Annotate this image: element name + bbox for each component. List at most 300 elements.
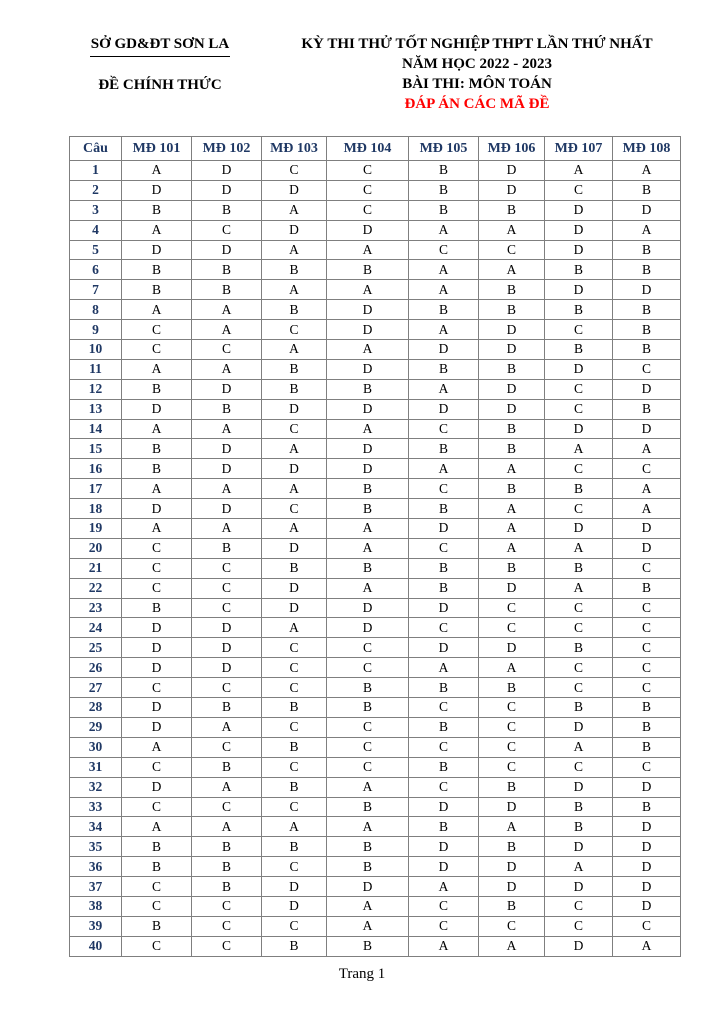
answer-cell: A [122, 220, 192, 240]
table-row [70, 916, 681, 936]
answer-cell: D [479, 797, 545, 817]
answer-cell: B [327, 558, 409, 578]
answer-cell: C [192, 737, 262, 757]
answer-cell: C [122, 896, 192, 916]
answer-cell: B [409, 717, 479, 737]
answer-cell: A [327, 896, 409, 916]
answer-cell: A [409, 220, 479, 240]
answer-cell: A [327, 817, 409, 837]
answer-cell: C [613, 678, 681, 698]
answer-rows [70, 161, 681, 957]
answer-cell: D [192, 618, 262, 638]
answer-cell: C [122, 558, 192, 578]
answer-cell: A [327, 519, 409, 539]
answer-cell: C [122, 678, 192, 698]
answer-cell: B [545, 558, 613, 578]
answer-cell: C [192, 936, 262, 956]
answer-cell: A [327, 916, 409, 936]
answer-cell: A [262, 439, 327, 459]
exam-code-header: MĐ 106 [479, 137, 545, 161]
answer-cell: A [192, 300, 262, 320]
question-number: 40 [70, 936, 122, 956]
answer-cell: C [122, 936, 192, 956]
answer-cell: A [262, 817, 327, 837]
table-row [70, 240, 681, 260]
answer-cell: C [327, 638, 409, 658]
answer-cell: B [262, 379, 327, 399]
answer-cell: C [122, 797, 192, 817]
answer-cell: D [122, 399, 192, 419]
table-row [70, 161, 681, 181]
question-number: 14 [70, 419, 122, 439]
answer-cell: B [262, 737, 327, 757]
answer-cell: D [262, 180, 327, 200]
table-row [70, 777, 681, 797]
answer-cell: A [479, 817, 545, 837]
answer-cell: C [545, 658, 613, 678]
answer-cell: C [479, 737, 545, 757]
question-number: 11 [70, 359, 122, 379]
table-row [70, 817, 681, 837]
answer-cell: B [479, 439, 545, 459]
answer-cell: A [479, 260, 545, 280]
table-row [70, 737, 681, 757]
answer-cell: A [409, 658, 479, 678]
answer-cell: C [122, 320, 192, 340]
exam-title: KỲ THI THỬ TỐT NGHIỆP THPT LẦN THỨ NHẤT [301, 36, 653, 52]
answer-cell: A [479, 519, 545, 539]
answer-cell: D [409, 857, 479, 877]
table-row [70, 797, 681, 817]
answer-cell: B [327, 379, 409, 399]
answer-cell: D [545, 936, 613, 956]
question-number: 34 [70, 817, 122, 837]
answer-cell: C [262, 678, 327, 698]
department-underline [90, 56, 230, 57]
answer-cell: D [122, 638, 192, 658]
answer-cell: C [613, 598, 681, 618]
answer-cell: A [613, 479, 681, 499]
question-number: 3 [70, 200, 122, 220]
answer-cell: D [327, 320, 409, 340]
answer-cell: D [409, 340, 479, 360]
answer-cell: A [479, 459, 545, 479]
answer-cell: D [479, 857, 545, 877]
answer-cell: A [262, 340, 327, 360]
answer-cell: B [122, 857, 192, 877]
answer-cell: A [409, 280, 479, 300]
answer-cell: B [479, 479, 545, 499]
answer-cell: D [409, 519, 479, 539]
table-row [70, 180, 681, 200]
official-label: ĐỀ CHÍNH THỨC [98, 77, 222, 93]
answer-cell: C [192, 558, 262, 578]
answer-cell: D [262, 877, 327, 897]
question-number: 35 [70, 837, 122, 857]
answer-cell: A [327, 419, 409, 439]
answer-cell: D [192, 180, 262, 200]
answer-cell: B [409, 359, 479, 379]
question-number: 24 [70, 618, 122, 638]
question-number: 38 [70, 896, 122, 916]
answer-cell: B [479, 359, 545, 379]
answer-cell: D [545, 717, 613, 737]
table-row [70, 519, 681, 539]
table-row [70, 837, 681, 857]
answer-cell: B [613, 797, 681, 817]
answer-cell: D [545, 419, 613, 439]
answer-cell: D [262, 896, 327, 916]
answer-cell: A [409, 877, 479, 897]
answer-cell: A [479, 658, 545, 678]
answer-cell: D [545, 837, 613, 857]
exam-code-header: MĐ 107 [545, 137, 613, 161]
table-row [70, 200, 681, 220]
answer-cell: D [545, 280, 613, 300]
answer-cell: D [613, 857, 681, 877]
answer-cell: C [409, 737, 479, 757]
answer-cell: D [545, 220, 613, 240]
answer-cell: A [122, 817, 192, 837]
answer-cell: D [122, 658, 192, 678]
answer-cell: B [327, 857, 409, 877]
table-row [70, 280, 681, 300]
answer-cell: D [613, 877, 681, 897]
answer-cell: B [327, 698, 409, 718]
answer-cell: B [192, 857, 262, 877]
answer-cell: B [122, 379, 192, 399]
question-number: 18 [70, 499, 122, 519]
answer-cell: D [479, 379, 545, 399]
table-row [70, 877, 681, 897]
answer-cell: C [262, 499, 327, 519]
answer-cell: D [122, 698, 192, 718]
answer-cell: A [545, 439, 613, 459]
answer-cell: C [545, 618, 613, 638]
answer-cell: C [327, 180, 409, 200]
answer-cell: D [192, 499, 262, 519]
answer-cell: B [479, 419, 545, 439]
answer-cell: D [327, 439, 409, 459]
question-number: 39 [70, 916, 122, 936]
answer-cell: C [545, 598, 613, 618]
table-row [70, 399, 681, 419]
answer-cell: D [122, 180, 192, 200]
answer-cell: B [409, 678, 479, 698]
table-row [70, 896, 681, 916]
answer-cell: D [613, 777, 681, 797]
answer-cell: B [262, 777, 327, 797]
answer-cell: A [613, 439, 681, 459]
answer-cell: C [479, 240, 545, 260]
table-row [70, 459, 681, 479]
question-number: 31 [70, 757, 122, 777]
answer-key-table [69, 136, 681, 957]
table-row [70, 359, 681, 379]
question-number: 26 [70, 658, 122, 678]
answer-cell: C [262, 419, 327, 439]
answer-cell: B [327, 936, 409, 956]
answer-cell: B [545, 479, 613, 499]
question-number: 32 [70, 777, 122, 797]
answer-cell: B [327, 260, 409, 280]
exam-code-header: MĐ 103 [262, 137, 327, 161]
answer-cell: C [192, 598, 262, 618]
answer-cell: D [613, 538, 681, 558]
answer-cell: B [192, 538, 262, 558]
answer-cell: C [545, 399, 613, 419]
answer-cell: B [613, 260, 681, 280]
answer-cell: A [613, 499, 681, 519]
answer-cell: A [262, 479, 327, 499]
answer-cell: A [192, 479, 262, 499]
answer-cell: C [613, 916, 681, 936]
answer-cell: A [545, 161, 613, 181]
answer-cell: D [262, 598, 327, 618]
answer-cell: A [545, 737, 613, 757]
answer-cell: C [192, 896, 262, 916]
answer-cell: D [409, 837, 479, 857]
answer-cell: B [613, 240, 681, 260]
answer-cell: D [613, 379, 681, 399]
answer-cell: C [409, 618, 479, 638]
answer-cell: B [262, 558, 327, 578]
answer-cell: D [479, 340, 545, 360]
answer-cell: A [613, 161, 681, 181]
answer-cell: A [262, 280, 327, 300]
table-row [70, 757, 681, 777]
answer-cell: D [479, 877, 545, 897]
answer-cell: A [262, 618, 327, 638]
answer-cell: D [262, 399, 327, 419]
answer-cell: B [479, 280, 545, 300]
answer-cell: B [409, 439, 479, 459]
table-row [70, 698, 681, 718]
question-number: 12 [70, 379, 122, 399]
answer-cell: C [545, 757, 613, 777]
answer-cell: A [545, 538, 613, 558]
answer-cell: D [479, 399, 545, 419]
table-row [70, 558, 681, 578]
answer-cell: A [192, 717, 262, 737]
answer-cell: B [479, 200, 545, 220]
answer-cell: B [409, 180, 479, 200]
answer-cell: D [613, 817, 681, 837]
answer-cell: B [192, 757, 262, 777]
answer-cell: A [327, 340, 409, 360]
answer-cell: B [479, 777, 545, 797]
answer-cell: C [192, 220, 262, 240]
answer-cell: C [479, 717, 545, 737]
answer-cell: B [409, 499, 479, 519]
answer-cell: B [192, 399, 262, 419]
answer-cell: A [262, 200, 327, 220]
answer-cell: A [327, 538, 409, 558]
answer-cell: C [327, 737, 409, 757]
answer-cell: D [192, 638, 262, 658]
answer-cell: C [479, 916, 545, 936]
answer-cell: D [479, 638, 545, 658]
question-header: Câu [70, 137, 122, 161]
answer-cell: B [327, 797, 409, 817]
answer-cell: C [327, 757, 409, 777]
answer-cell: D [479, 320, 545, 340]
answer-cell: B [262, 359, 327, 379]
answer-cell: D [192, 161, 262, 181]
question-number: 17 [70, 479, 122, 499]
answer-cell: B [545, 638, 613, 658]
answer-cell: C [545, 499, 613, 519]
question-number: 29 [70, 717, 122, 737]
answer-cell: C [192, 340, 262, 360]
answer-cell: A [192, 419, 262, 439]
answer-cell: B [409, 300, 479, 320]
answer-cell: B [613, 180, 681, 200]
answer-cell: D [327, 399, 409, 419]
answer-cell: C [327, 161, 409, 181]
question-number: 25 [70, 638, 122, 658]
answer-cell: C [262, 320, 327, 340]
exam-code-header: MĐ 108 [613, 137, 681, 161]
table-row [70, 678, 681, 698]
answer-cell: D [192, 240, 262, 260]
answer-cell: A [409, 320, 479, 340]
table-row [70, 936, 681, 956]
question-number: 7 [70, 280, 122, 300]
answer-cell: C [327, 658, 409, 678]
answer-cell: B [613, 737, 681, 757]
answer-cell: A [122, 359, 192, 379]
answer-cell: A [479, 538, 545, 558]
answer-cell: C [327, 200, 409, 220]
header-right [262, 34, 692, 114]
department-name: SỞ GD&ĐT SƠN LA [90, 36, 230, 52]
answer-cell: B [122, 439, 192, 459]
answer-cell: C [262, 161, 327, 181]
answer-cell: B [192, 877, 262, 897]
answer-cell: D [262, 578, 327, 598]
answer-cell: A [122, 479, 192, 499]
table-row [70, 857, 681, 877]
answer-cell: D [122, 240, 192, 260]
answer-cell: C [479, 757, 545, 777]
question-number: 20 [70, 538, 122, 558]
answer-cell: B [192, 260, 262, 280]
answer-key-title: ĐÁP ÁN CÁC MÃ ĐỀ [404, 96, 550, 112]
answer-cell: B [122, 200, 192, 220]
table-header-row [70, 137, 681, 161]
answer-cell: B [327, 499, 409, 519]
answer-cell: D [479, 161, 545, 181]
answer-cell: C [545, 459, 613, 479]
answer-cell: C [409, 538, 479, 558]
question-number: 13 [70, 399, 122, 419]
answer-cell: B [613, 698, 681, 718]
answer-cell: D [613, 519, 681, 539]
answer-cell: C [479, 618, 545, 638]
answer-cell: D [409, 797, 479, 817]
answer-cell: D [262, 220, 327, 240]
question-number: 4 [70, 220, 122, 240]
answer-cell: C [545, 896, 613, 916]
answer-cell: D [192, 439, 262, 459]
answer-cell: A [613, 220, 681, 240]
answer-cell: A [192, 817, 262, 837]
answer-cell: B [613, 300, 681, 320]
answer-cell: C [545, 916, 613, 936]
answer-cell: C [262, 638, 327, 658]
answer-cell: B [545, 797, 613, 817]
question-number: 22 [70, 578, 122, 598]
answer-cell: A [192, 777, 262, 797]
answer-cell: D [327, 359, 409, 379]
answer-cell: C [613, 558, 681, 578]
answer-cell: B [613, 340, 681, 360]
answer-cell: C [192, 916, 262, 936]
answer-cell: B [192, 200, 262, 220]
answer-cell: B [545, 698, 613, 718]
answer-cell: D [122, 618, 192, 638]
answer-cell: C [545, 379, 613, 399]
question-number: 33 [70, 797, 122, 817]
answer-cell: D [409, 598, 479, 618]
answer-cell: B [409, 200, 479, 220]
answer-cell: B [545, 817, 613, 837]
answer-cell: D [545, 359, 613, 379]
answer-cell: D [409, 399, 479, 419]
question-number: 30 [70, 737, 122, 757]
answer-cell: B [545, 260, 613, 280]
table-row [70, 439, 681, 459]
answer-cell: B [479, 678, 545, 698]
page-number: Trang 1 [338, 966, 386, 982]
answer-cell: B [262, 698, 327, 718]
answer-cell: C [262, 916, 327, 936]
answer-cell: D [327, 300, 409, 320]
answer-cell: C [122, 538, 192, 558]
answer-cell: B [122, 280, 192, 300]
answer-cell: B [613, 320, 681, 340]
answer-cell: A [122, 737, 192, 757]
answer-cell: B [409, 161, 479, 181]
answer-cell: D [545, 877, 613, 897]
answer-cell: D [613, 280, 681, 300]
answer-cell: B [192, 280, 262, 300]
answer-cell: B [613, 578, 681, 598]
answer-cell: A [327, 240, 409, 260]
question-number: 19 [70, 519, 122, 539]
header-left [70, 34, 250, 95]
answer-cell: A [122, 419, 192, 439]
answer-cell: D [192, 379, 262, 399]
exam-code-header: MĐ 104 [327, 137, 409, 161]
answer-cell: D [613, 419, 681, 439]
answer-cell: C [122, 340, 192, 360]
question-number: 21 [70, 558, 122, 578]
answer-cell: D [613, 200, 681, 220]
answer-cell: C [409, 419, 479, 439]
answer-cell: B [409, 817, 479, 837]
answer-cell: B [122, 459, 192, 479]
answer-cell: A [327, 777, 409, 797]
answer-cell: C [122, 877, 192, 897]
answer-cell: C [192, 678, 262, 698]
answer-cell: C [122, 757, 192, 777]
answer-cell: C [192, 797, 262, 817]
answer-cell: B [262, 936, 327, 956]
answer-cell: C [122, 578, 192, 598]
answer-cell: C [545, 678, 613, 698]
